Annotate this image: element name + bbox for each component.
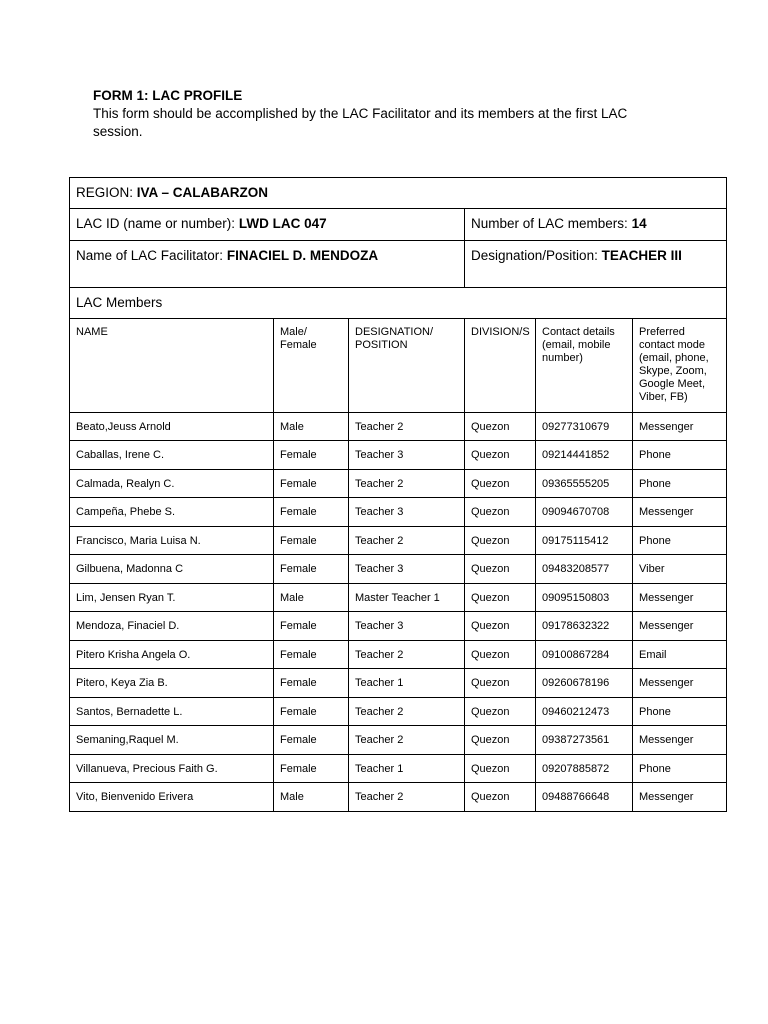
member-name-cell: Francisco, Maria Luisa N. [70,527,274,555]
member-mode-cell: Email [633,641,727,669]
member-count-value: 14 [631,216,647,231]
member-count-label: Number of LAC members: [471,216,628,231]
member-sex-cell: Female [274,669,349,698]
designation-label: Designation/Position: [471,248,598,263]
member-division-cell: Quezon [465,612,536,641]
member-contact-cell: 09095150803 [536,584,633,612]
member-mode-cell: Messenger [633,413,727,441]
member-division-cell: Quezon [465,726,536,755]
form-header [93,87,673,141]
table-row [70,612,727,641]
members-heading: LAC Members [70,288,727,319]
member-name-cell: Pitero, Keya Zia B. [70,669,274,698]
member-sex-cell: Female [274,612,349,641]
member-contact-cell: 09260678196 [536,669,633,698]
col-header-designation: DESIGNATION/ POSITION [349,319,465,413]
member-name-cell: Pitero Krisha Angela O. [70,641,274,669]
member-name-cell: Campeña, Phebe S. [70,498,274,527]
col-header-mode: Preferred contact mode (email, phone, Skype, Zoom, Google Meet, Viber, FB) [633,319,727,413]
member-sex-cell: Female [274,698,349,726]
facilitator-cell [70,241,465,288]
member-designation-cell: Master Teacher 1 [349,584,465,612]
member-contact-cell: 09214441852 [536,441,633,470]
member-mode-cell: Phone [633,527,727,555]
member-designation-cell: Teacher 2 [349,470,465,498]
member-designation-cell: Teacher 2 [349,783,465,812]
facilitator-row [70,241,727,288]
facilitator-label: Name of LAC Facilitator: [76,248,224,263]
member-sex-cell: Male [274,413,349,441]
member-name-cell: Vito, Bienvenido Erivera [70,783,274,812]
member-designation-cell: Teacher 3 [349,612,465,641]
member-name-cell: Gilbuena, Madonna C [70,555,274,584]
facilitator-value: FINACIEL D. MENDOZA [226,248,379,263]
col-header-contact: Contact details (email, mobile number) [536,319,633,413]
member-contact-cell: 09277310679 [536,413,633,441]
member-mode-cell: Phone [633,441,727,470]
member-mode-cell: Messenger [633,498,727,527]
table-row [70,698,727,726]
member-sex-cell: Female [274,441,349,470]
member-division-cell: Quezon [465,783,536,812]
col-header-sex: Male/ Female [274,319,349,413]
region-label: REGION: [76,185,134,200]
member-contact-cell: 09460212473 [536,698,633,726]
member-division-cell: Quezon [465,527,536,555]
member-count-cell [465,209,727,241]
member-sex-cell: Female [274,641,349,669]
member-division-cell: Quezon [465,755,536,783]
member-contact-cell: 09207885872 [536,755,633,783]
member-designation-cell: Teacher 2 [349,641,465,669]
member-sex-cell: Female [274,755,349,783]
member-division-cell: Quezon [465,698,536,726]
table-row [70,498,727,527]
member-name-cell: Lim, Jensen Ryan T. [70,584,274,612]
form-title: FORM 1: LAC PROFILE [93,88,243,103]
table-row [70,669,727,698]
member-mode-cell: Messenger [633,612,727,641]
member-division-cell: Quezon [465,669,536,698]
lac-profile-table [69,177,727,812]
table-row [70,641,727,669]
member-name-cell: Villanueva, Precious Faith G. [70,755,274,783]
lac-id-cell [70,209,465,241]
member-mode-cell: Messenger [633,726,727,755]
members-heading-row [70,288,727,319]
member-contact-cell: 09094670708 [536,498,633,527]
member-sex-cell: Male [274,584,349,612]
member-contact-cell: 09175115412 [536,527,633,555]
col-header-name: NAME [70,319,274,413]
member-designation-cell: Teacher 1 [349,755,465,783]
member-mode-cell: Messenger [633,584,727,612]
designation-cell [465,241,727,288]
member-contact-cell: 09387273561 [536,726,633,755]
member-name-cell: Caballas, Irene C. [70,441,274,470]
region-value: IVA – CALABARZON [136,185,269,200]
member-division-cell: Quezon [465,641,536,669]
member-sex-cell: Male [274,783,349,812]
member-contact-cell: 09365555205 [536,470,633,498]
region-cell [70,178,727,209]
lac-id-value: LWD LAC 047 [238,216,327,231]
member-sex-cell: Female [274,498,349,527]
table-row [70,413,727,441]
member-sex-cell: Female [274,555,349,584]
member-division-cell: Quezon [465,413,536,441]
member-designation-cell: Teacher 2 [349,726,465,755]
table-row [70,584,727,612]
member-division-cell: Quezon [465,555,536,584]
col-header-division: DIVISION/S [465,319,536,413]
member-contact-cell: 09100867284 [536,641,633,669]
member-designation-cell: Teacher 3 [349,441,465,470]
member-contact-cell: 09483208577 [536,555,633,584]
member-mode-cell: Viber [633,555,727,584]
table-row [70,527,727,555]
member-contact-cell: 09488766648 [536,783,633,812]
lac-id-label: LAC ID (name or number): [76,216,236,231]
member-name-cell: Semaning,Raquel M. [70,726,274,755]
member-mode-cell: Phone [633,470,727,498]
table-row [70,783,727,812]
member-name-cell: Calmada, Realyn C. [70,470,274,498]
member-sex-cell: Female [274,726,349,755]
member-division-cell: Quezon [465,441,536,470]
member-designation-cell: Teacher 1 [349,669,465,698]
member-mode-cell: Phone [633,698,727,726]
member-mode-cell: Phone [633,755,727,783]
lac-id-row [70,209,727,241]
member-name-cell: Mendoza, Finaciel D. [70,612,274,641]
member-mode-cell: Messenger [633,783,727,812]
member-division-cell: Quezon [465,584,536,612]
member-contact-cell: 09178632322 [536,612,633,641]
table-row [70,441,727,470]
member-designation-cell: Teacher 2 [349,698,465,726]
member-sex-cell: Female [274,470,349,498]
member-designation-cell: Teacher 3 [349,555,465,584]
table-row [70,470,727,498]
column-header-row [70,319,727,413]
member-name-cell: Santos, Bernadette L. [70,698,274,726]
designation-value: TEACHER III [601,248,682,263]
member-division-cell: Quezon [465,470,536,498]
table-row [70,555,727,584]
member-designation-cell: Teacher 2 [349,413,465,441]
region-row [70,178,727,209]
form-instructions: This form should be accomplished by the LAC Facilitator and its members at the first LAC session. [93,106,628,139]
table-row [70,755,727,783]
table-row [70,726,727,755]
member-designation-cell: Teacher 2 [349,527,465,555]
member-designation-cell: Teacher 3 [349,498,465,527]
member-mode-cell: Messenger [633,669,727,698]
member-name-cell: Beato,Jeuss Arnold [70,413,274,441]
member-sex-cell: Female [274,527,349,555]
member-division-cell: Quezon [465,498,536,527]
